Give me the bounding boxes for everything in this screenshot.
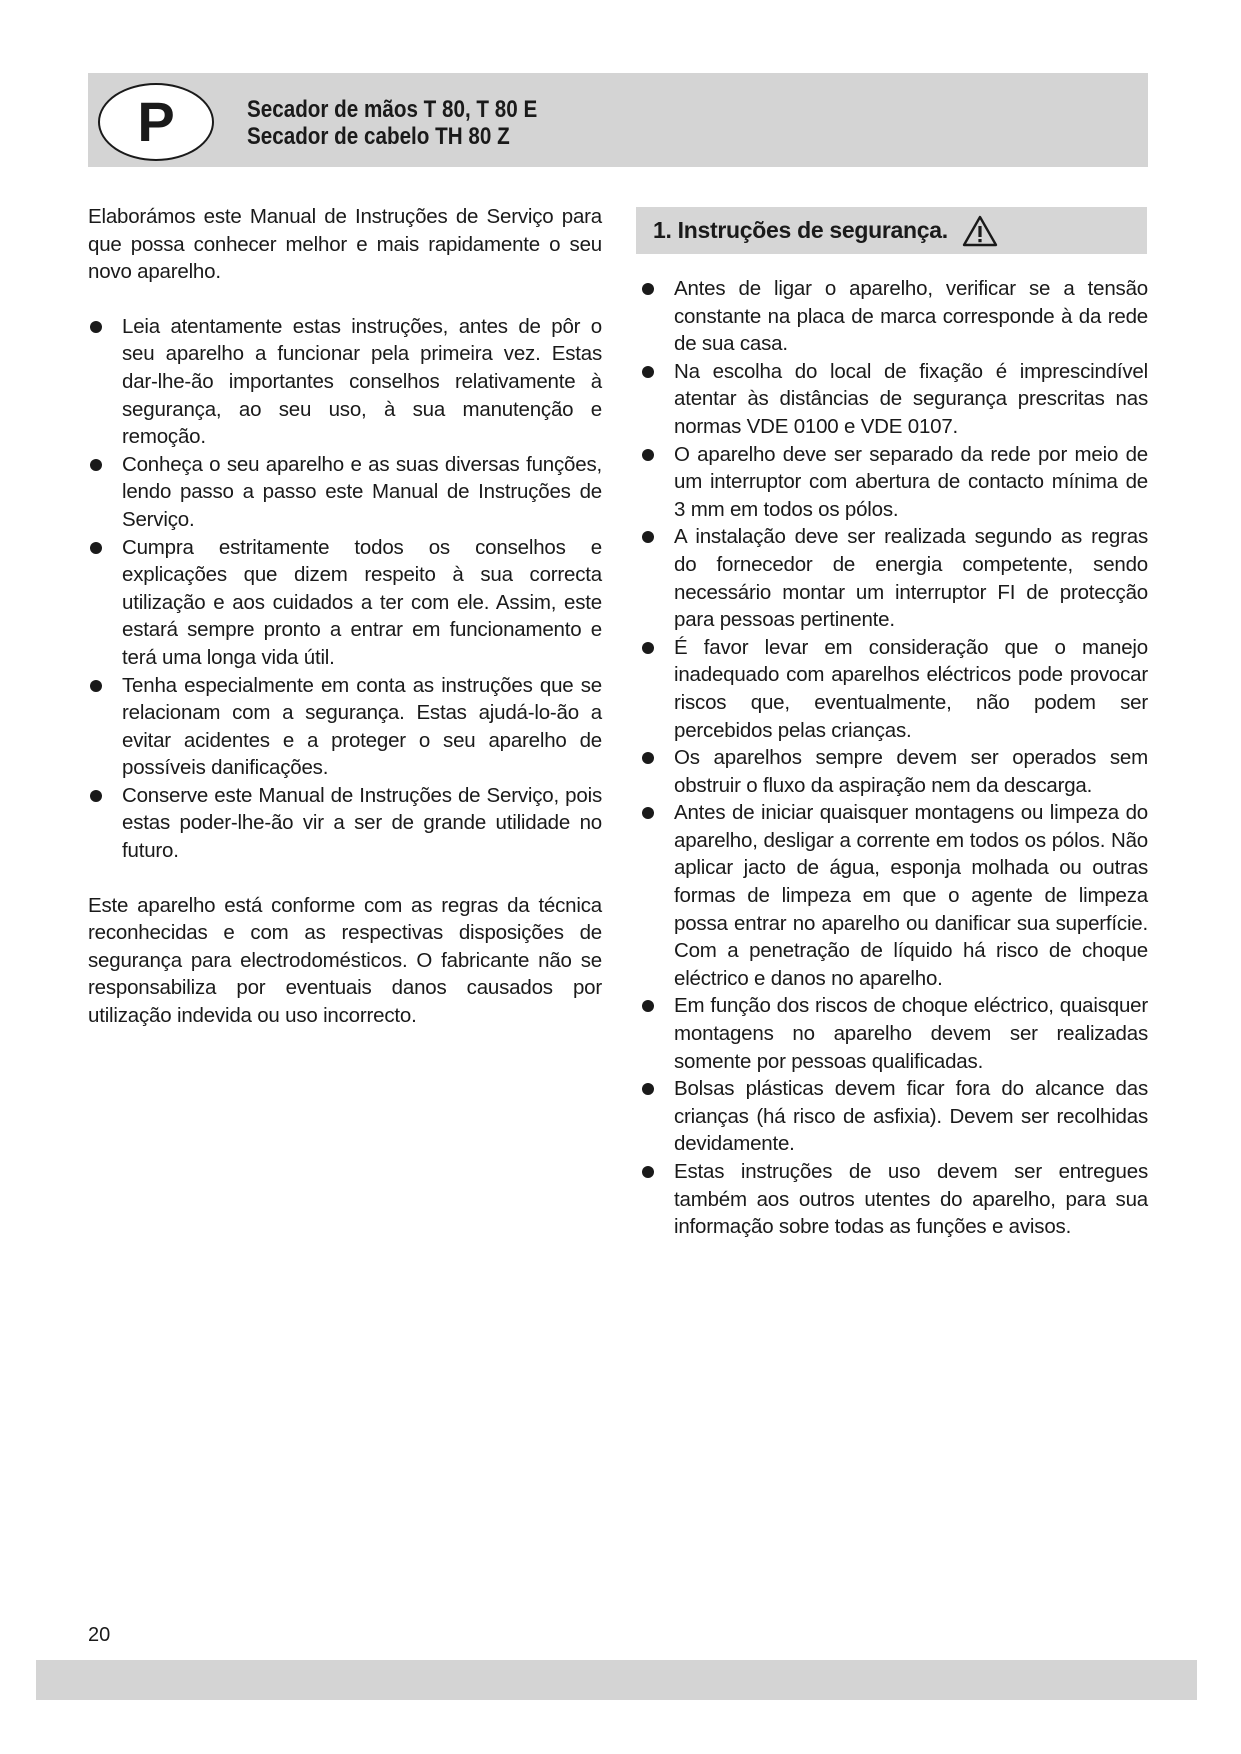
country-code: P (137, 90, 175, 153)
bullet-icon (90, 790, 102, 802)
list-item: Os aparelhos sempre devem ser operados sem obstruir o fluxo da aspiração nem da descarga. (640, 744, 1148, 799)
page-number: 20 (88, 1624, 111, 1646)
bullet-icon (642, 807, 654, 819)
list-item: Bolsas plásticas devem ficar fora do alcance das crianças (há risco de asfixia). Devem ser recolhidas devidamente. (640, 1075, 1148, 1158)
left-bullet-list (88, 313, 602, 865)
list-item: O aparelho deve ser separado da rede por meio de um interruptor com abertura de contacto mínima de 3 mm em todos os pólos. (640, 441, 1148, 524)
country-code-badge (98, 83, 214, 161)
list-item: Conserve este Manual de Instruções de Serviço, pois estas poder-lhe-ão vir a ser de grande utilidade no futuro. (88, 782, 602, 865)
footer-band (36, 1660, 1197, 1700)
bullet-icon (90, 680, 102, 692)
bullet-icon (642, 449, 654, 461)
bullet-icon (642, 1166, 654, 1178)
bullet-icon (642, 366, 654, 378)
bullet-icon (642, 642, 654, 654)
section-header (636, 207, 1147, 254)
bullet-icon (90, 321, 102, 333)
list-item: Leia atentamente estas instruções, antes de pôr o seu aparelho a funcionar pela primeira vez. Estas dar-lhe-ão importantes conselhos relativamente à segurança, ao seu uso, à sua manutenção e remoção. (88, 313, 602, 451)
right-column (640, 275, 1148, 1241)
list-item: A instalação deve ser realizada segundo as regras do fornecedor de energia competente, sendo necessário montar um interruptor FI de protecção para pessoas pertinente. (640, 523, 1148, 633)
bullet-icon (90, 459, 102, 471)
bullet-icon (90, 542, 102, 554)
bullet-icon (642, 283, 654, 295)
bullet-icon (642, 1083, 654, 1095)
title-line-1: Secador de mãos T 80, T 80 E (247, 96, 538, 123)
list-item: Na escolha do local de fixação é imprescindível atentar às distâncias de segurança prescritas nas normas VDE 0100 e VDE 0107. (640, 358, 1148, 441)
left-column (88, 203, 602, 1030)
list-item: Em função dos riscos de choque eléctrico, quaisquer montagens no aparelho devem ser realizadas somente por pessoas qualificadas. (640, 992, 1148, 1075)
list-item: Cumpra estritamente todos os conselhos e explicações que dizem respeito à sua correcta utilização e aos cuidados a ter com ele. Assim, este estará sempre pronto a entrar em funcionamento e terá uma longa vida útil. (88, 534, 602, 672)
bullet-icon (642, 1000, 654, 1012)
list-item: Conheça o seu aparelho e as suas diversas funções, lendo passo a passo este Manual de Instruções de Serviço. (88, 451, 602, 534)
safety-bullet-list (640, 275, 1148, 1241)
list-item: Antes de ligar o aparelho, verificar se a tensão constante na placa de marca corresponde à da rede de sua casa. (640, 275, 1148, 358)
list-item: Antes de iniciar quaisquer montagens ou limpeza do aparelho, desligar a corrente em todos os pólos. Não aplicar jacto de água, esponja molhada ou outras formas de limpeza em que o agente de limpeza possa entrar no aparelho ou danificar sua superfície. Com a penetração de líquido há risco de choque eléctrico e danos no aparelho. (640, 799, 1148, 992)
intro-paragraph: Elaborámos este Manual de Instruções de Serviço para que possa conhecer melhor e mais rapidamente o seu novo aparelho. (88, 205, 602, 284)
conformity-paragraph: Este aparelho está conforme com as regras da técnica reconhecidas e com as respectivas disposições de segurança para electrodomésticos. O fabricante não se responsabiliza por eventuais danos causados por utilização indevida ou uso incorrecto. (88, 893, 602, 1028)
list-item: Estas instruções de uso devem ser entregues também aos outros utentes do aparelho, para sua informação sobre todas as funções e avisos. (640, 1158, 1148, 1241)
document-title (247, 96, 537, 150)
bullet-icon (642, 531, 654, 543)
list-item: Tenha especialmente em conta as instruções que se relacionam com a segurança. Estas ajudá-lo-ão a evitar acidentes e a proteger o seu aparelho de possíveis danificações. (88, 672, 602, 782)
bullet-icon (642, 752, 654, 764)
title-line-2: Secador de cabelo TH 80 Z (247, 123, 510, 150)
section-title: 1. Instruções de segurança. (653, 217, 948, 243)
list-item: É favor levar em consideração que o manejo inadequado com aparelhos eléctricos pode provocar riscos que, eventualmente, não podem ser percebidos pelas crianças. (640, 634, 1148, 744)
warning-triangle-icon (962, 215, 998, 247)
